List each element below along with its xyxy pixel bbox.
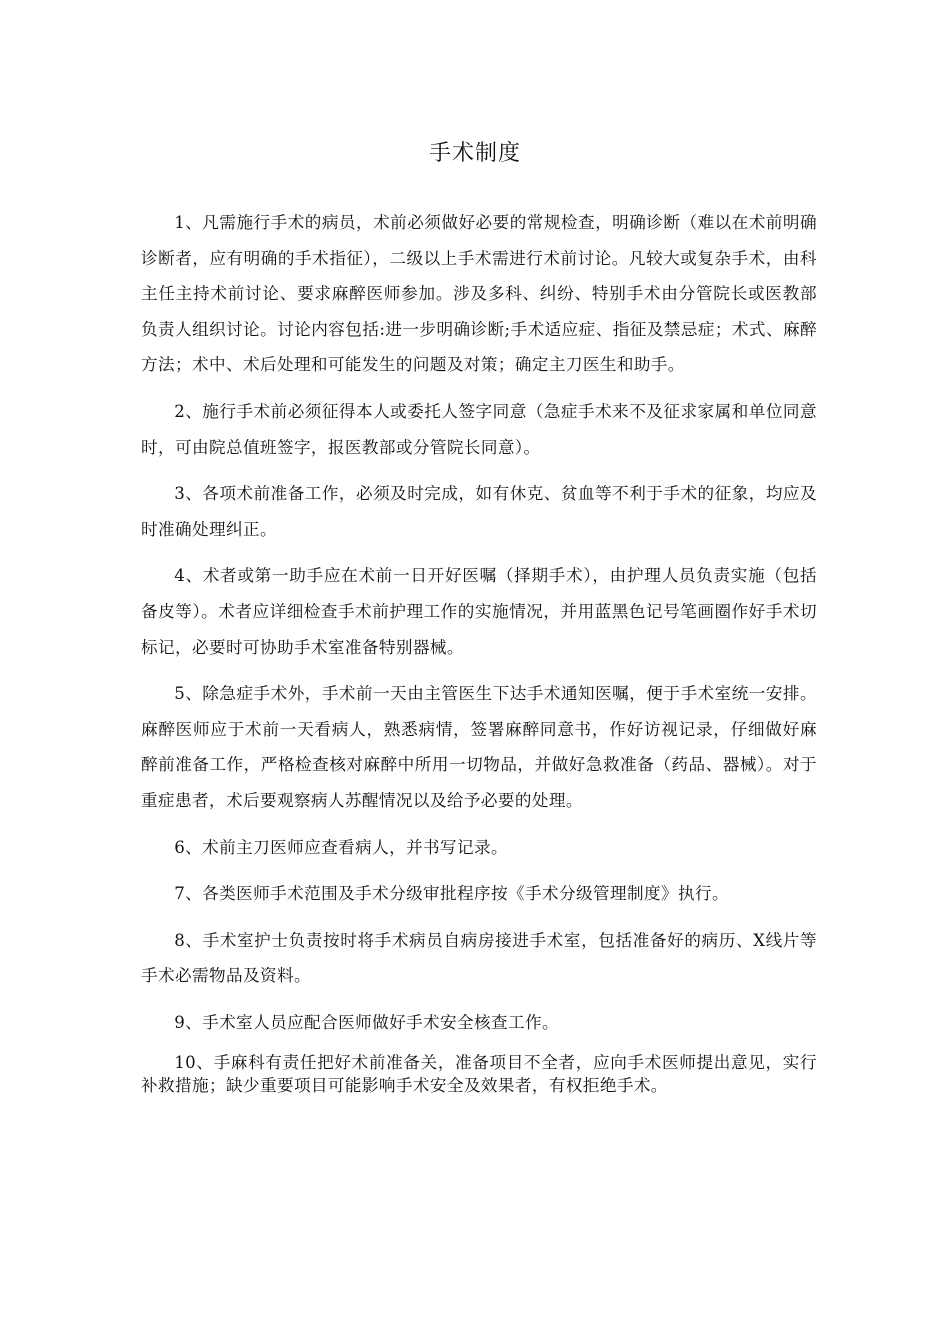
paragraph-6: 6、术前主刀医师应查看病人，并书写记录。: [174, 837, 509, 857]
paragraph-1: 1、凡需施行手术的病员，术前必须做好必要的常规检查，明确诊断（难以在术前明确诊断者，应有明确的手术指征），二级以上手术需进行术前讨论。凡较大或复杂手术，由科主任主持术前讨论、要求麻醉医师参加。涉及多科、纠纷、特别手术由分管院长或医教部负责人组织讨论。讨论内容包括:进一步明确诊断;手术适应症、指征及禁忌症；术式、麻醉方法；术中、术后处理和可能发生的问题及对策；确定主刀医生和助手。: [141, 213, 817, 375]
paragraph-4: 4、术者或第一助手应在术前一日开好医嘱（择期手术），由护理人员负责实施（包括备皮等）。术者应详细检查手术前护理工作的实施情况，并用蓝黑色记号笔画圈作好手术切标记，必要时可协助手术室准备特别器械。: [141, 566, 817, 657]
document-body: [141, 205, 817, 1108]
paragraph-8: 8、手术室护士负责按时将手术病员自病房接进手术室，包括准备好的病历、X线片等手术必需物品及资料。: [141, 930, 817, 986]
paragraph-7: 7、各类医师手术范围及手术分级审批程序按《手术分级管理制度》执行。: [174, 884, 729, 904]
paragraph-9: 9、手术室人员应配合医师做好手术安全核查工作。: [174, 1012, 560, 1032]
document-title: 手术制度: [428, 141, 521, 166]
paragraph-5: 5、除急症手术外，手术前一天由主管医生下达手术通知医嘱，便于手术室统一安排。麻醉医师应于术前一天看病人，熟悉病情，签署麻醉同意书，作好访视记录，仔细做好麻醉前准备工作，严格检查核对麻醉中所用一切物品，并做好急救准备（药品、器械）。对于重症患者，术后要观察病人苏醒情况以及给予必要的处理。: [141, 684, 817, 810]
paragraph-3: 3、各项术前准备工作，必须及时完成，如有休克、贫血等不利于手术的征象，均应及时准确处理纠正。: [141, 484, 817, 539]
paragraph-10: 10、手麻科有责任把好术前准备关，准备项目不全者，应向手术医师提出意见，实行补救措施；缺少重要项目可能影响手术安全及效果者，有权拒绝手术。: [141, 1053, 817, 1096]
paragraph-2: 2、施行手术前必须征得本人或委托人签字同意（急症手术来不及征求家属和单位同意时，可由院总值班签字，报医教部或分管院长同意）。: [141, 401, 817, 457]
